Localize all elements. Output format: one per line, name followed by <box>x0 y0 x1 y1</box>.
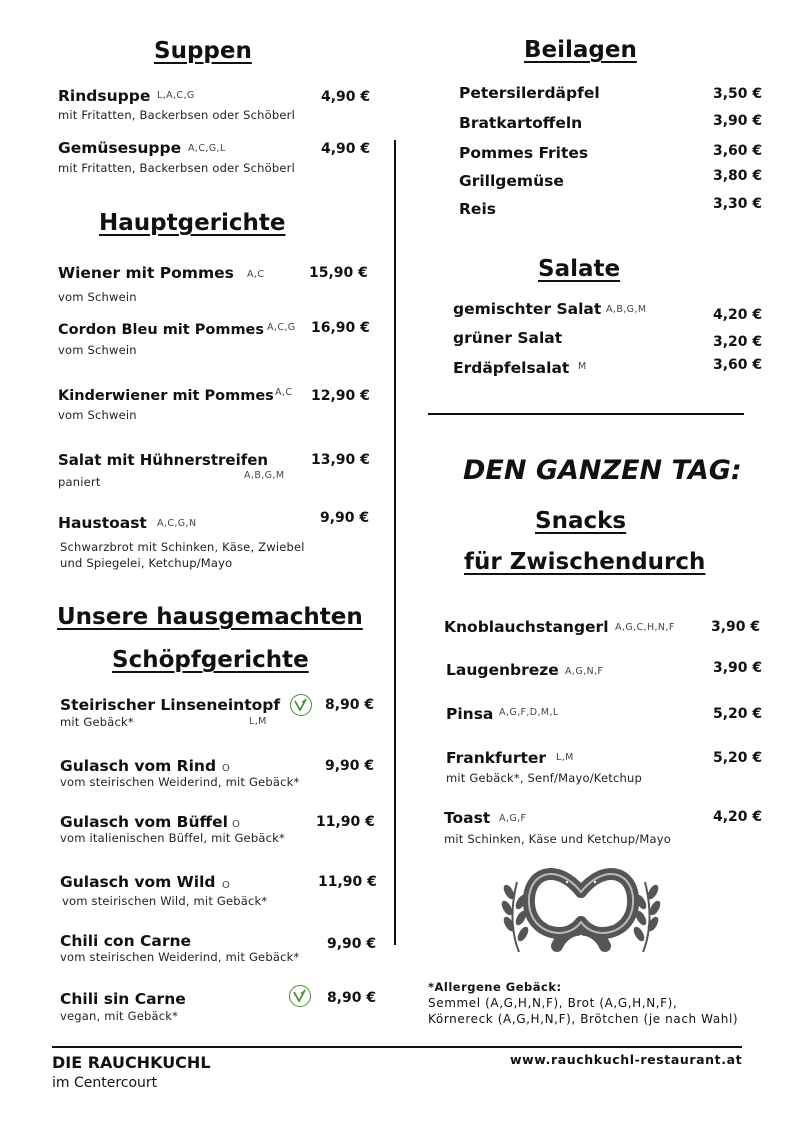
restaurant-location: im Centercourt <box>52 1075 158 1091</box>
menu-item-desc: mit Fritatten, Backerbsen oder Schöberl <box>58 161 295 175</box>
menu-item-price: 9,90 € <box>327 936 377 952</box>
section-divider <box>428 413 744 415</box>
menu-item-desc: vom Schwein <box>58 408 137 422</box>
menu-item-desc: mit Schinken, Käse und Ketchup/Mayo <box>444 832 671 846</box>
menu-item-name: Bratkartoffeln <box>459 114 583 132</box>
allergen-codes: A,C <box>275 387 293 398</box>
salate-heading: Salate <box>538 256 621 282</box>
menu-item-price: 5,20 € <box>713 706 763 722</box>
snacks-subheading: für Zwischendurch <box>464 549 706 575</box>
menu-item-name: Pinsa <box>446 705 494 723</box>
menu-item-price: 3,20 € <box>713 334 763 350</box>
menu-item-price: 3,30 € <box>713 196 763 212</box>
menu-item-price: 3,90 € <box>713 660 763 676</box>
menu-item-price: 3,60 € <box>713 357 763 373</box>
menu-item-name: gemischter Salat <box>453 300 602 318</box>
marker-circle: O <box>222 880 230 891</box>
hauptgerichte-heading: Hauptgerichte <box>99 210 286 236</box>
menu-item-desc: vom Schwein <box>58 343 137 357</box>
allergen-codes: A,G,F,D,M,L <box>499 707 559 718</box>
restaurant-name: DIE RAUCHKUCHL <box>52 1053 211 1072</box>
menu-item-name: Toast <box>444 809 491 827</box>
allergen-codes: A,G,N,F <box>565 666 604 677</box>
allergen-codes: A,G,C,H,N,F <box>615 622 675 633</box>
menu-item-name: Chili sin Carne <box>60 990 186 1008</box>
allergen-codes: A,C,G <box>267 322 296 333</box>
menu-item-name: Petersilerdäpfel <box>459 84 600 102</box>
menu-item-price: 4,20 € <box>713 809 763 825</box>
allergen-codes: A,B,G,M <box>606 304 647 315</box>
menu-item-price: 5,20 € <box>713 750 763 766</box>
menu-item-name: Rindsuppe <box>58 87 151 105</box>
menu-item-desc: mit Fritatten, Backerbsen oder Schöberl <box>58 108 295 122</box>
snacks-heading: Snacks <box>535 508 627 534</box>
menu-item-price: 8,90 € <box>327 990 377 1006</box>
menu-item-price: 12,90 € <box>311 388 370 404</box>
menu-item-desc: und Spiegelei, Ketchup/Mayo <box>60 556 233 570</box>
allergen-codes: L,M <box>249 716 267 727</box>
menu-item-price: 3,90 € <box>713 113 763 129</box>
menu-item-price: 4,20 € <box>713 307 763 323</box>
allergen-codes: L,A,C,G <box>157 90 195 101</box>
menu-item-desc: mit Gebäck* <box>60 715 134 729</box>
menu-item-desc: vom steirischen Wild, mit Gebäck* <box>62 894 268 908</box>
all-day-banner: DEN GANZEN TAG: <box>463 455 742 486</box>
menu-item-name: Gulasch vom Wild <box>60 873 216 891</box>
menu-item-price: 4,90 € <box>321 141 371 157</box>
vegan-leaf-icon <box>290 694 312 716</box>
menu-item-name: Frankfurter <box>446 749 547 767</box>
allergen-codes: L,M <box>556 752 574 763</box>
allergen-note-line: Körnereck (A,G,H,N,F), Brötchen (je nach Wahl) <box>428 1012 739 1026</box>
menu-item-name: Salat mit Hühnerstreifen <box>58 451 269 469</box>
menu-item-name: Chili con Carne <box>60 932 192 950</box>
schoepf-heading-line1: Unsere hausgemachten <box>57 604 363 630</box>
menu-item-name: Gemüsesuppe <box>58 139 182 157</box>
allergen-note-line: Semmel (A,G,H,N,F), Brot (A,G,H,N,F), <box>428 996 678 1010</box>
marker-circle: O <box>232 819 240 830</box>
marker-circle: O <box>222 763 230 774</box>
menu-item-desc: mit Gebäck*, Senf/Mayo/Ketchup <box>446 771 642 785</box>
menu-item-name: Cordon Bleu mit Pommes <box>58 322 265 338</box>
allergen-codes: A,C,G,N <box>157 518 197 529</box>
menu-item-desc: vom steirischen Weiderind, mit Gebäck* <box>60 950 300 964</box>
menu-item-name: Grillgemüse <box>459 172 564 190</box>
menu-item-price: 3,60 € <box>713 143 763 159</box>
allergen-codes: A,C <box>247 269 265 280</box>
footer-divider <box>52 1046 742 1048</box>
menu-item-name: Knoblauchstangerl <box>444 618 609 636</box>
pretzel-illustration <box>497 862 665 958</box>
column-divider <box>394 140 396 945</box>
menu-item-desc: vom Schwein <box>58 290 137 304</box>
menu-item-name: Gulasch vom Rind <box>60 757 217 775</box>
menu-item-name: Gulasch vom Büffel <box>60 813 228 831</box>
menu-item-name: Kinderwiener mit Pommes <box>58 388 274 404</box>
suppen-heading: Suppen <box>154 38 252 64</box>
menu-item-price: 9,90 € <box>325 758 375 774</box>
menu-item-price: 15,90 € <box>309 265 368 281</box>
menu-item-desc: Schwarzbrot mit Schinken, Käse, Zwiebel <box>60 540 305 554</box>
menu-item-desc: paniert <box>58 475 101 489</box>
menu-item-name: Wiener mit Pommes <box>58 264 234 282</box>
menu-item-price: 4,90 € <box>321 89 371 105</box>
menu-item-price: 13,90 € <box>311 452 370 468</box>
menu-item-desc: vom italienischen Büffel, mit Gebäck* <box>60 831 285 845</box>
menu-item-price: 8,90 € <box>325 697 375 713</box>
menu-item-desc: vom steirischen Weiderind, mit Gebäck* <box>60 775 300 789</box>
allergen-codes: M <box>578 361 587 372</box>
menu-item-name: Haustoast <box>58 514 147 532</box>
menu-item-price: 3,90 € <box>711 619 761 635</box>
menu-item-price: 11,90 € <box>318 874 377 890</box>
vegan-leaf-icon <box>289 985 311 1007</box>
beilagen-heading: Beilagen <box>524 37 637 63</box>
menu-item-price: 11,90 € <box>316 814 375 830</box>
schoepf-heading-line2: Schöpfgerichte <box>112 647 309 673</box>
allergen-codes: A,B,G,M <box>244 470 285 481</box>
menu-item-name: Erdäpfelsalat <box>453 359 570 377</box>
menu-item-price: 3,50 € <box>713 86 763 102</box>
menu-item-price: 9,90 € <box>320 510 370 526</box>
allergen-note-title: *Allergene Gebäck: <box>428 980 562 994</box>
menu-item-name: Pommes Frites <box>459 144 589 162</box>
allergen-codes: A,G,F <box>499 813 527 824</box>
menu-item-price: 16,90 € <box>311 320 370 336</box>
menu-item-desc: vegan, mit Gebäck* <box>60 1009 179 1023</box>
menu-item-name: grüner Salat <box>453 329 563 347</box>
menu-item-name: Reis <box>459 200 496 218</box>
menu-item-name: Steirischer Linseneintopf <box>60 696 281 714</box>
menu-item-name: Laugenbreze <box>446 661 559 679</box>
website-link[interactable]: www.rauchkuchl-restaurant.at <box>510 1052 743 1067</box>
allergen-codes: A,C,G,L <box>188 143 226 154</box>
menu-item-price: 3,80 € <box>713 168 763 184</box>
